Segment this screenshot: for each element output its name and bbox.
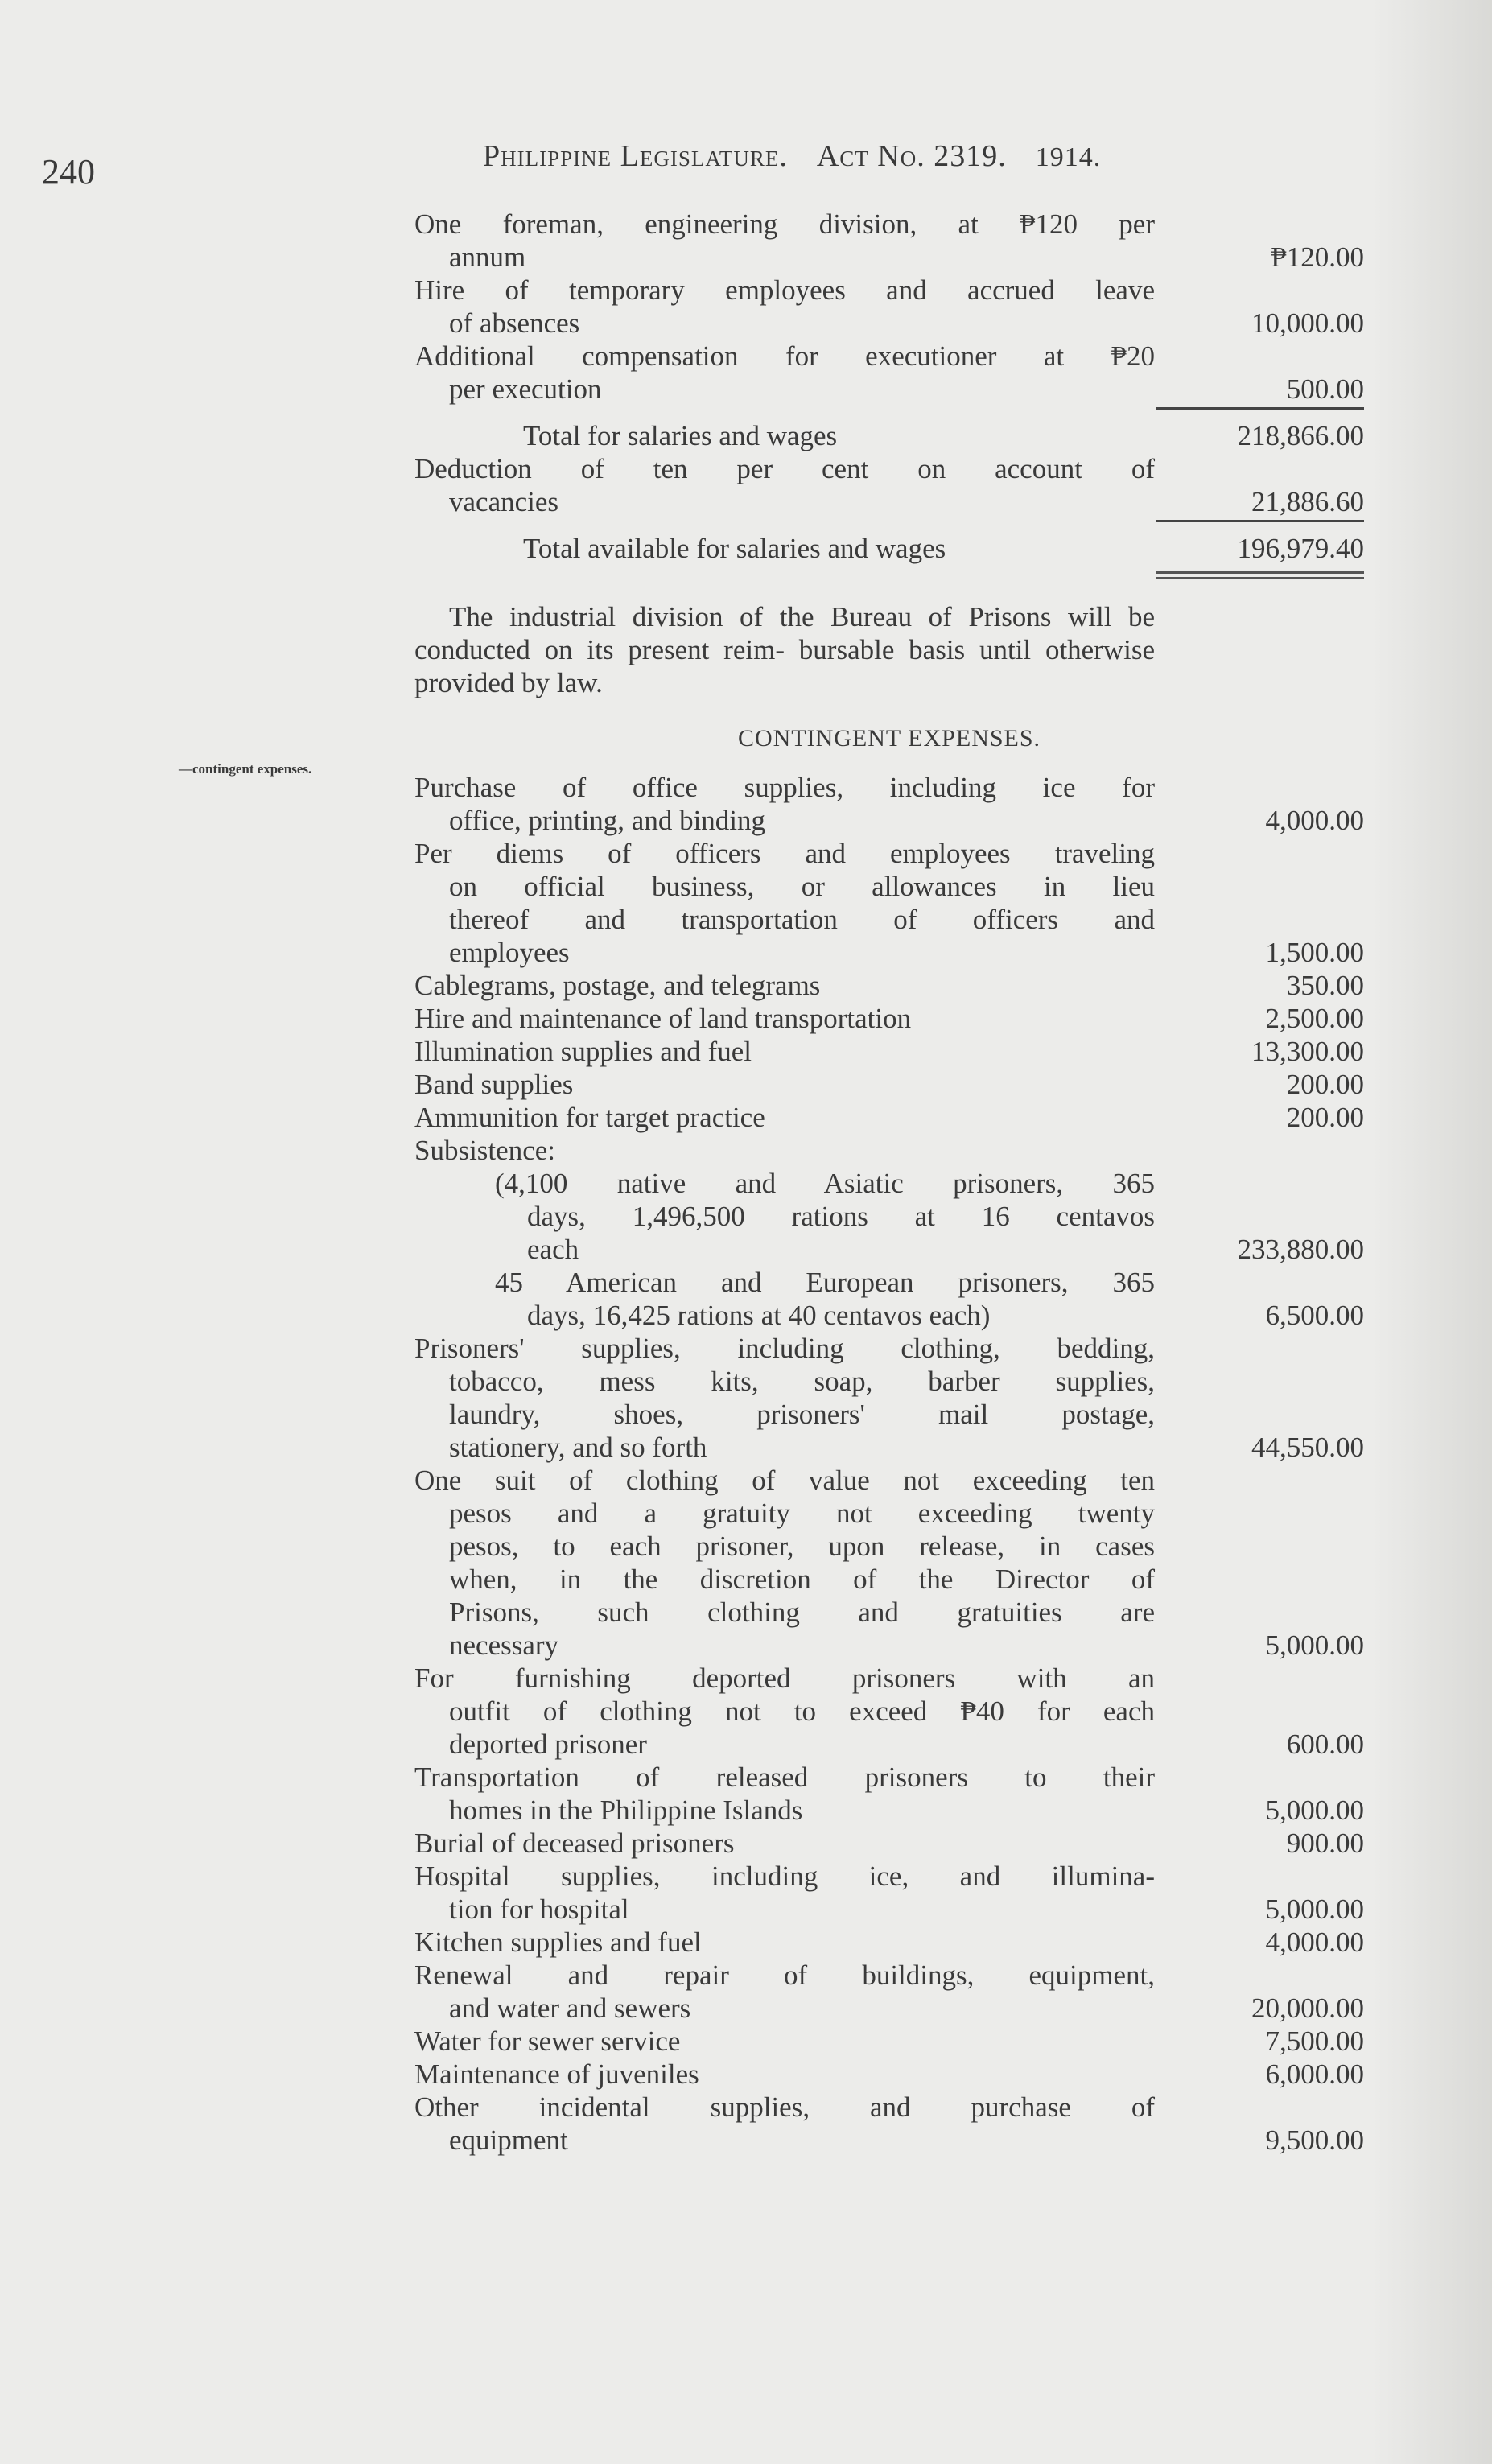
item-amount: 9,500.00 bbox=[1265, 2124, 1364, 2156]
paragraph-line: bursable basis until otherwise provided by law. bbox=[414, 634, 1156, 698]
total-salaries-row bbox=[414, 419, 1364, 452]
item-line-with-leader bbox=[414, 969, 1155, 1002]
line-item bbox=[414, 1332, 1364, 1464]
act-number: Act No. 2319. bbox=[816, 139, 1007, 173]
item-text: Band supplies bbox=[414, 1069, 574, 1100]
item-line-with-leader bbox=[414, 241, 1155, 274]
deduction-row bbox=[414, 452, 1364, 518]
item-text: Burial of deceased prisoners bbox=[414, 1827, 735, 1859]
item-line-with-leader bbox=[414, 485, 1155, 518]
item-text: 45 American and European prisoners, 365 bbox=[495, 1267, 1155, 1298]
item-line-with-leader bbox=[414, 1728, 1155, 1761]
item-line-with-leader bbox=[414, 1431, 1155, 1464]
item-line-with-leader bbox=[414, 804, 1155, 837]
item-amount: 500.00 bbox=[1286, 373, 1364, 405]
line-item bbox=[414, 274, 1364, 340]
line-item bbox=[414, 1266, 1364, 1332]
item-text: Additional compensation for executioner at ₱20 bbox=[414, 340, 1155, 372]
item-line-with-leader bbox=[414, 2124, 1155, 2157]
item-text: (4,100 native and Asiatic prisoners, 365 bbox=[495, 1168, 1155, 1199]
line-item bbox=[414, 1662, 1364, 1761]
item-amount: 233,880.00 bbox=[1237, 1234, 1364, 1265]
item-line-with-leader bbox=[414, 1233, 1155, 1266]
item-text: One suit of clothing of value not exceeding ten bbox=[414, 1465, 1155, 1496]
item-line-with-leader bbox=[414, 1299, 1155, 1332]
item-text: each bbox=[527, 1234, 579, 1265]
industrial-paragraph bbox=[414, 600, 1155, 699]
item-text: Purchase of office supplies, including ice for bbox=[414, 772, 1155, 803]
item-amount: 10,000.00 bbox=[1251, 307, 1364, 339]
item-text: tion for hospital bbox=[449, 1893, 629, 1925]
item-text: days, 1,496,500 rations at 16 centavos bbox=[527, 1201, 1155, 1232]
subsistence-items bbox=[414, 1167, 1364, 1332]
item-text: Deduction of ten per cent on account of bbox=[414, 453, 1155, 484]
item-line-with-leader bbox=[414, 2025, 1155, 2058]
item-amount: 6,000.00 bbox=[1265, 2058, 1364, 2090]
item-text: per execution bbox=[449, 373, 602, 405]
item-amount: 600.00 bbox=[1286, 1729, 1364, 1760]
item-text: laundry, shoes, prisoners' mail postage, bbox=[449, 1399, 1155, 1430]
item-text: stationery, and so forth bbox=[449, 1432, 707, 1463]
line-item bbox=[414, 1002, 1364, 1035]
subsistence-label: Subsistence: bbox=[414, 1135, 555, 1166]
item-line-with-leader bbox=[414, 1035, 1155, 1068]
item-text: equipment bbox=[449, 2124, 568, 2156]
line-item bbox=[414, 2091, 1364, 2157]
item-line-with-leader bbox=[414, 1101, 1155, 1134]
item-amount: 200.00 bbox=[1286, 1069, 1364, 1100]
item-amount: 900.00 bbox=[1286, 1827, 1364, 1859]
item-amount: ₱120.00 bbox=[1271, 241, 1364, 273]
line-item bbox=[414, 1167, 1364, 1266]
item-line-with-leader bbox=[414, 1926, 1155, 1959]
line-item bbox=[414, 969, 1364, 1002]
item-text: pesos and a gratuity not exceeding twenty bbox=[449, 1498, 1155, 1529]
item-amount: 6,500.00 bbox=[1265, 1300, 1364, 1331]
item-text: necessary bbox=[449, 1630, 559, 1661]
paragraph-line: Prisons will be conducted on its present reim- bbox=[414, 601, 1155, 665]
item-text: Hospital supplies, including ice, and illumina- bbox=[414, 1860, 1155, 1892]
item-amount: 4,000.00 bbox=[1265, 805, 1364, 836]
double-rule bbox=[414, 571, 1364, 579]
total-available-label: Total available for salaries and wages bbox=[523, 533, 946, 564]
item-line-with-leader bbox=[414, 1068, 1155, 1101]
item-text: vacancies bbox=[449, 486, 559, 517]
total-salaries-amount: 218,866.00 bbox=[1237, 420, 1364, 451]
line-item bbox=[414, 2025, 1364, 2058]
item-line-with-leader bbox=[414, 1794, 1155, 1827]
item-text: Prisons, such clothing and gratuities are bbox=[449, 1597, 1155, 1628]
page-edge-shadow bbox=[1371, 0, 1492, 2464]
item-amount: 13,300.00 bbox=[1251, 1036, 1364, 1067]
line-item bbox=[414, 1827, 1364, 1860]
item-line-with-leader bbox=[414, 373, 1155, 406]
item-amount: 5,000.00 bbox=[1265, 1794, 1364, 1826]
item-text: annum bbox=[449, 241, 526, 273]
item-line-with-leader bbox=[414, 1893, 1155, 1926]
contingent-heading: CONTINGENT EXPENSES. bbox=[737, 725, 1041, 752]
line-item bbox=[414, 208, 1364, 274]
item-amount: 5,000.00 bbox=[1265, 1630, 1364, 1661]
item-amount: 7,500.00 bbox=[1265, 2025, 1364, 2057]
item-amount: 20,000.00 bbox=[1251, 1992, 1364, 2024]
item-text: Prisoners' supplies, including clothing, bedding, bbox=[414, 1333, 1155, 1364]
item-text: of absences bbox=[449, 307, 580, 339]
item-text: office, printing, and binding bbox=[449, 805, 766, 836]
item-amount: 200.00 bbox=[1286, 1102, 1364, 1133]
item-text: Illumination supplies and fuel bbox=[414, 1036, 752, 1067]
item-text: Other incidental supplies, and purchase of bbox=[414, 2091, 1155, 2123]
salaries-items bbox=[414, 208, 1364, 406]
item-line-with-leader bbox=[414, 936, 1155, 969]
contingent-items bbox=[414, 771, 1364, 1134]
item-line-with-leader bbox=[414, 1629, 1155, 1662]
item-amount: 4,000.00 bbox=[1265, 1926, 1364, 1958]
line-item bbox=[414, 1926, 1364, 1959]
rule bbox=[414, 407, 1364, 410]
item-amount: 5,000.00 bbox=[1265, 1893, 1364, 1925]
item-text: employees bbox=[449, 937, 570, 968]
item-text: and water and sewers bbox=[449, 1992, 691, 2024]
item-text: tobacco, mess kits, soap, barber supplies, bbox=[449, 1366, 1155, 1397]
item-amount: 1,500.00 bbox=[1265, 937, 1364, 968]
item-line-with-leader bbox=[414, 307, 1155, 340]
page-number: 240 bbox=[42, 152, 95, 192]
item-text: days, 16,425 rations at 40 centavos each) bbox=[527, 1300, 991, 1331]
line-item bbox=[414, 771, 1364, 837]
item-text: Transportation of released prisoners to their bbox=[414, 1761, 1155, 1793]
line-item bbox=[414, 1068, 1364, 1101]
item-text: Per diems of officers and employees traveling bbox=[414, 838, 1155, 869]
item-text: deported prisoner bbox=[449, 1729, 647, 1760]
item-amount: 21,886.60 bbox=[1251, 486, 1364, 517]
item-text: outfit of clothing not to exceed ₱40 for each bbox=[449, 1696, 1155, 1727]
margin-note: —contingent expenses. bbox=[179, 761, 312, 777]
item-text: thereof and transportation of officers and bbox=[449, 904, 1155, 935]
line-item bbox=[414, 1035, 1364, 1068]
item-text: For furnishing deported prisoners with an bbox=[414, 1663, 1155, 1694]
year: 1914. bbox=[1035, 142, 1102, 172]
line-item bbox=[414, 1761, 1364, 1827]
item-line-with-leader bbox=[414, 1827, 1155, 1860]
item-text: Maintenance of juveniles bbox=[414, 2058, 699, 2090]
item-text: Water for sewer service bbox=[414, 2025, 681, 2057]
item-text: Cablegrams, postage, and telegrams bbox=[414, 970, 821, 1001]
item-amount: 2,500.00 bbox=[1265, 1003, 1364, 1034]
total-available-amount: 196,979.40 bbox=[1237, 533, 1364, 564]
line-item bbox=[414, 1101, 1364, 1134]
paragraph-line: The industrial division of the Bureau of bbox=[449, 601, 952, 632]
other-items bbox=[414, 1332, 1364, 2157]
line-item bbox=[414, 1959, 1364, 2025]
item-text: when, in the discretion of the Director of bbox=[449, 1564, 1155, 1595]
item-text: Kitchen supplies and fuel bbox=[414, 1926, 702, 1958]
line-item bbox=[414, 1860, 1364, 1926]
rule bbox=[414, 520, 1364, 522]
running-head bbox=[483, 138, 1101, 174]
line-item bbox=[414, 452, 1364, 518]
item-text: homes in the Philippine Islands bbox=[449, 1794, 803, 1826]
salaries-section bbox=[414, 208, 1364, 2157]
item-line-with-leader bbox=[414, 2058, 1155, 2091]
line-item bbox=[414, 837, 1364, 969]
subsistence-label-row bbox=[414, 1134, 1364, 1167]
line-item bbox=[414, 340, 1364, 406]
item-line-with-leader bbox=[414, 1002, 1155, 1035]
total-salaries-label: Total for salaries and wages bbox=[523, 420, 838, 451]
running-title: Philippine Legislature. bbox=[483, 139, 788, 173]
item-text: One foreman, engineering division, at ₱120 per bbox=[414, 208, 1155, 240]
item-text: Hire of temporary employees and accrued leave bbox=[414, 274, 1155, 306]
item-text: Renewal and repair of buildings, equipment, bbox=[414, 1959, 1155, 1991]
line-item bbox=[414, 2058, 1364, 2091]
item-amount: 44,550.00 bbox=[1251, 1432, 1364, 1463]
line-item bbox=[414, 1464, 1364, 1662]
item-text: Ammunition for target practice bbox=[414, 1102, 765, 1133]
item-amount: 350.00 bbox=[1286, 970, 1364, 1001]
total-available-row bbox=[414, 532, 1364, 565]
item-text: Hire and maintenance of land transportation bbox=[414, 1003, 912, 1034]
item-text: pesos, to each prisoner, upon release, in cases bbox=[449, 1531, 1155, 1562]
item-text: on official business, or allowances in lieu bbox=[449, 871, 1155, 902]
item-line-with-leader bbox=[414, 1992, 1155, 2025]
